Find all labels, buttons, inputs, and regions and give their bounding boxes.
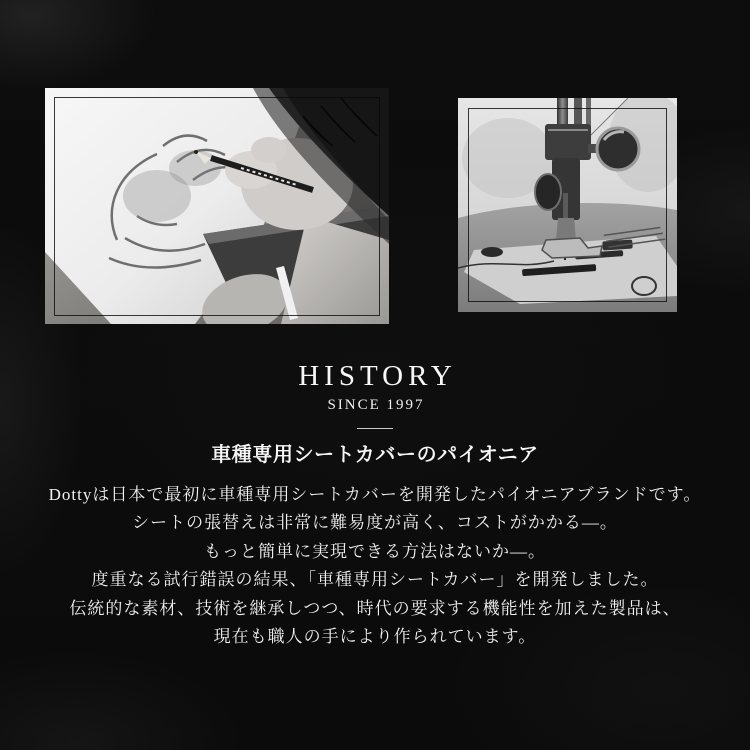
sewing-machine-photo [458, 98, 677, 312]
history-subtitle: SINCE 1997 [327, 397, 425, 413]
history-paragraph-line-2: シートの張替えは非常に難易度が高く、コストがかかる―。 [132, 513, 618, 533]
history-paragraph-line-1: Dottyは日本で最初に車種専用シートカバーを開発したパイオニアブランドです。 [48, 485, 702, 504]
history-section [0, 358, 750, 651]
divider-line [357, 428, 393, 429]
history-paragraph-line-6: 現在も職人の手により作られています。 [213, 627, 537, 647]
history-paragraph [0, 481, 750, 651]
history-paragraph-line-5: 伝統的な素材、技術を継承しつつ、時代の要求する機能性を加えた製品は、 [69, 598, 681, 618]
sketching-photo-graphic [45, 88, 389, 324]
sketching-photo [45, 88, 389, 324]
history-paragraph-line-4: 度重なる試行錯誤の結果、「車種専用シートカバー」を開発しました。 [91, 570, 659, 590]
sewing-machine-photo-graphic [458, 98, 677, 312]
history-paragraph-line-3: もっと簡単に実現できる方法はないか―。 [204, 541, 546, 561]
history-heading: 車種専用シートカバーのパイオニア [211, 444, 539, 466]
history-title: HISTORY [298, 360, 457, 392]
